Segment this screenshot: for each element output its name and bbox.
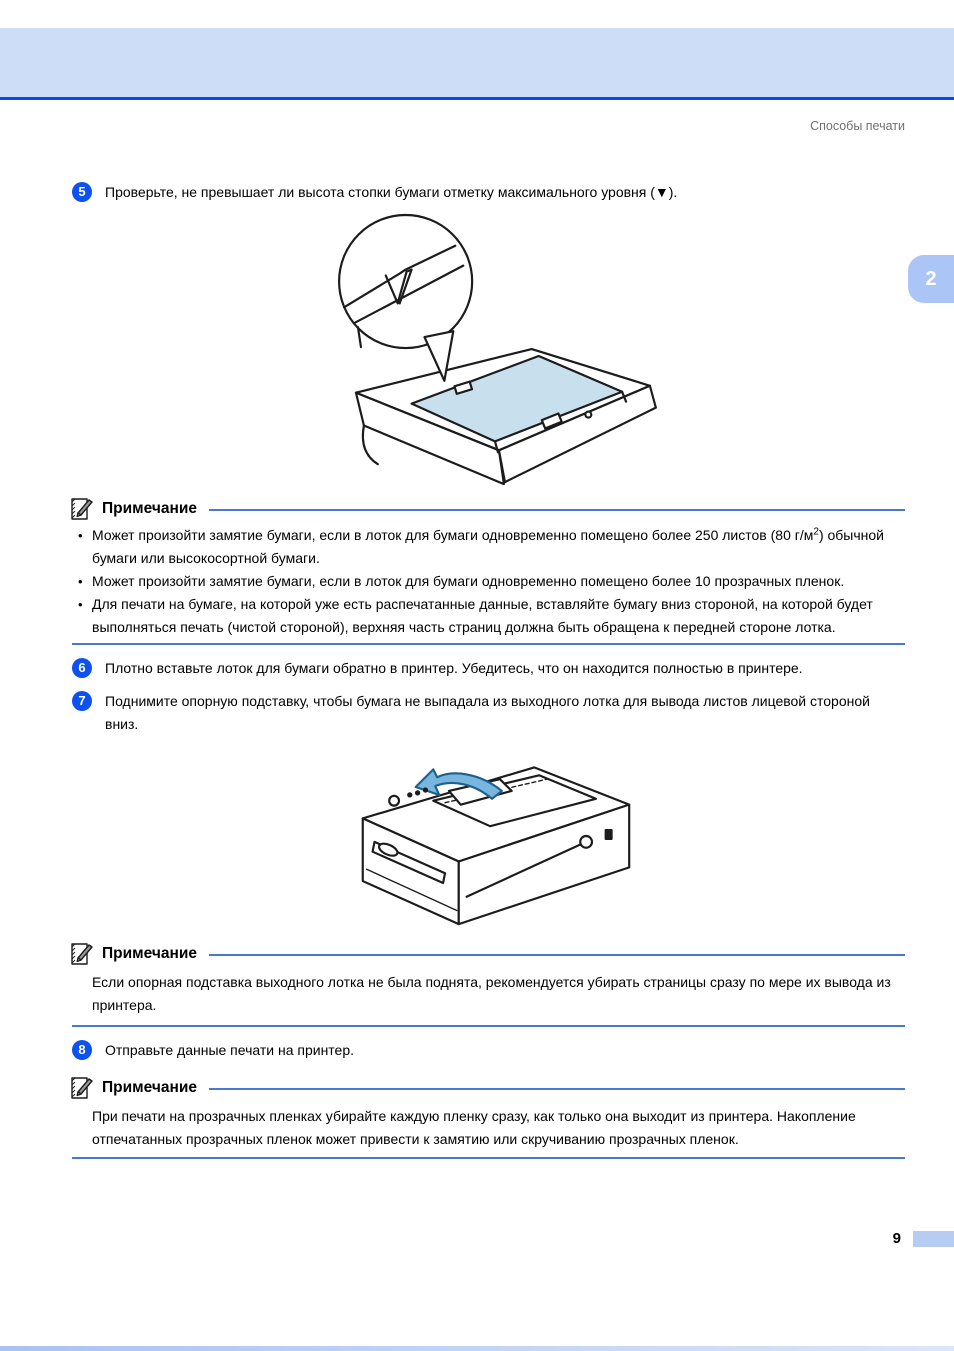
page-number: 9 [892,1230,901,1247]
step-7 [72,690,905,736]
step-5 [72,181,905,204]
note-pencil-icon [68,941,94,967]
page-footer [893,1230,954,1247]
brand-mark [606,830,612,839]
step-number-badge: 5 [72,182,92,202]
note-section-1 [72,495,905,645]
step-number-badge: 8 [72,1040,92,1060]
note-header [72,1074,905,1101]
running-head: Способы печати [810,119,905,133]
note-header [72,940,905,967]
footer-accent-bar [913,1231,954,1247]
step-text: Проверьте, не превышает ли высота стопки бумаги отметку максимального уровня (▼). [105,184,678,200]
step-number-badge: 7 [72,691,92,711]
note-bottom-rule [72,1025,905,1027]
step-text: Отправьте данные печати на принтер. [105,1042,355,1058]
note-bullet: • Может произойти замятие бумаги, если в лоток для бумаги одновременно помещено более 250 листов (80 $г/м^2$) обычной бумаги или высокосортной бумаги. [72,524,905,570]
chapter-number: 2 [925,267,937,290]
note-pencil-icon [68,1075,94,1101]
note-title: Примечание [102,499,197,517]
paper-tray-drawing [327,212,662,495]
note-bullet-list [72,524,905,639]
step-8 [72,1039,905,1062]
printer-illustration [340,740,650,932]
chapter-tab [908,255,954,303]
note-body: При печати на прозрачных пленках убирайте каждую пленку сразу, как только она выходит из принтера. Накопление отпечатанных прозрачных пленок может привести к замятию или скручиванию прозрачных пленок. [92,1108,856,1147]
note-title-rule [209,1088,905,1090]
note-pencil-icon [68,496,94,522]
note-section-3 [72,1074,905,1159]
paper-tray-illustration [327,212,662,495]
step-number-badge: 6 [72,658,92,678]
note-section-2 [72,940,905,1027]
step-text: Поднимите опорную подставку, чтобы бумага не выпадала из выходного лотка для вывода листов лицевой стороной вниз. [105,693,870,732]
bottom-edge-strip [0,1346,954,1351]
note-title-rule [209,954,905,956]
note-bullet: • Для печати на бумаге, на которой уже есть распечатанные данные, вставляйте бумагу вниз стороной, на которой будет выполняться печать (чистой стороной), верхняя часть страниц должна быть обращена к передней стороне лотка. [72,593,905,639]
note-bottom-rule [72,1157,905,1159]
note-bottom-rule [72,643,905,645]
note-body: Если опорная подставка выходного лотка не была поднята, рекомендуется убирать страницы сразу по мере их вывода из принтера. [92,974,891,1013]
printer-drawing [340,740,650,932]
step-6 [72,657,905,680]
note-title: Примечание [102,1078,197,1096]
note-title: Примечание [102,944,197,962]
note-bullet: • Может произойти замятие бумаги, если в лоток для бумаги одновременно помещено более 10 прозрачных пленок. [72,570,905,593]
header-band [0,28,954,97]
note-title-rule [209,509,905,511]
step-text: Плотно вставьте лоток для бумаги обратно в принтер. Убедитесь, что он находится полностью в принтере. [105,660,803,676]
note-header [72,495,905,522]
content-column [72,100,905,1159]
superscript: 2 [813,526,819,538]
